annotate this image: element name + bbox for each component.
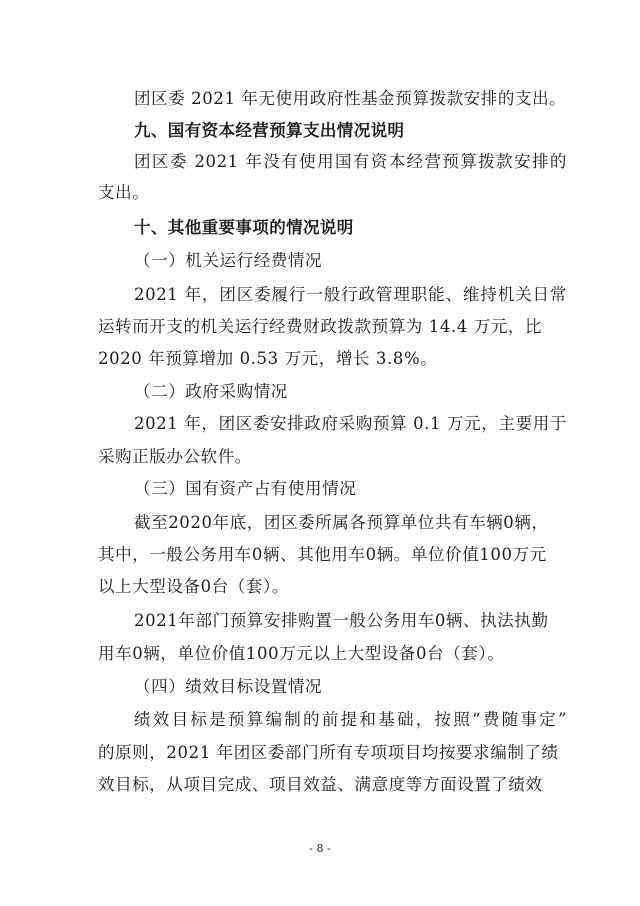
paragraph-line: 团区委 2021 年无使用政府性基金预算拨款安排的支出。 [134, 89, 567, 108]
paragraph-line: 的原则，2021 年团区委部门所有专项项目均按要求编制了绩 [98, 743, 559, 762]
subsection-heading-3: （三）国有资产占有使用情况 [134, 479, 357, 498]
paragraph-line: 用车0辆，单位价值100万元以上大型设备0台（套）。 [98, 644, 505, 663]
subsection-heading-4: （四）绩效目标设置情况 [134, 677, 323, 696]
paragraph-line: 其中，一般公务用车0辆、其他用车0辆。单位价值100万元 [98, 545, 547, 564]
paragraph-line: 2021年部门预算安排购置一般公务用车0辆、执法执勤 [134, 611, 549, 630]
paragraph-line: 绩效目标是预算编制的前提和基础，按照“费随事定” [134, 710, 567, 729]
paragraph-line: 运转而开支的机关运行经费财政拨款预算为 14.4 万元，比 [98, 317, 543, 336]
paragraph-line: 2021 年，团区委履行一般行政管理职能、维持机关日常 [134, 285, 567, 304]
paragraph-line: 效目标，从项目完成、项目效益、满意度等方面设置了绩效 [98, 775, 543, 794]
subsection-heading-2: （二）政府采购情况 [134, 382, 288, 401]
paragraph-line: 以上大型设备0台（套）。 [98, 577, 289, 596]
paragraph-line: 团区委 2021 年没有使用国有资本经营预算拨款安排的 [134, 152, 567, 171]
subsection-heading-1: （一）机关运行经费情况 [134, 251, 323, 270]
paragraph-line: 截至2020年底，团区委所属各预算单位共有车辆0辆， [134, 513, 549, 532]
section-heading-9: 九、国有资本经营预算支出情况说明 [134, 121, 405, 140]
page-number: - 8 - [309, 842, 331, 855]
paragraph-line: 2021 年，团区委安排政府采购预算 0.1 万元，主要用于 [134, 414, 567, 433]
paragraph-line: 2020 年预算增加 0.53 万元，增长 3.8%。 [98, 349, 438, 368]
section-heading-10: 十、其他重要事项的情况说明 [134, 218, 354, 237]
paragraph-line: 支出。 [98, 183, 150, 202]
paragraph-line: 采购正版办公软件。 [98, 447, 252, 466]
